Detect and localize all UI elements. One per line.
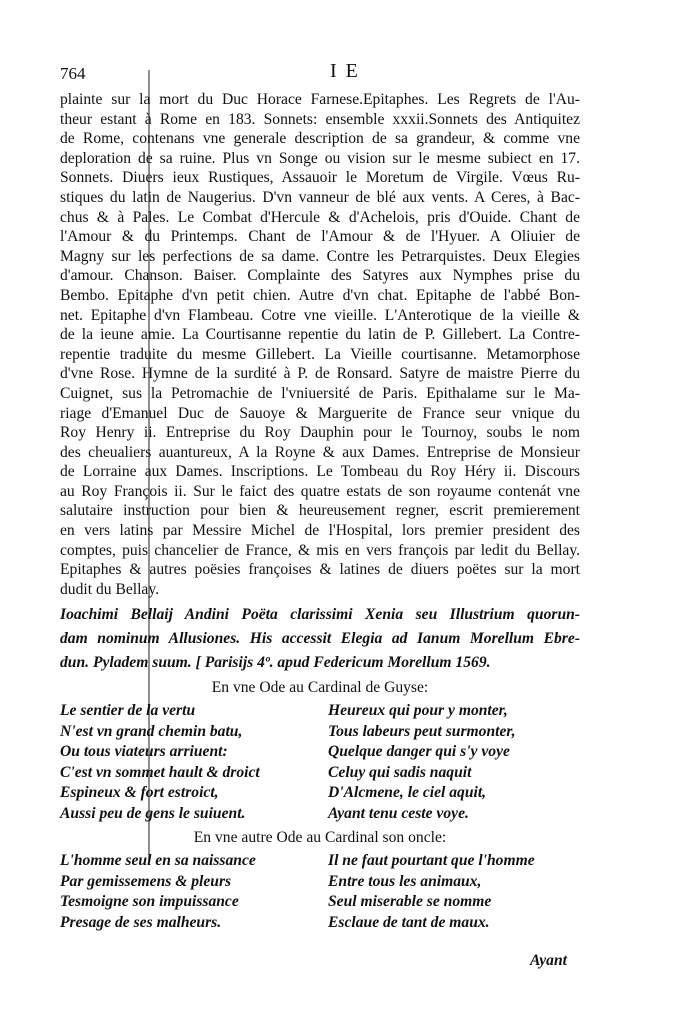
prose-line: net. Epitaphe d'vn Flambeau. Cotre vne vieille. L'Anterotique de la vieille & bbox=[60, 306, 580, 324]
prose-line: en vers latins par Messire Michel de l'Hospital, lors premier president des bbox=[60, 522, 580, 540]
running-head: I E bbox=[330, 60, 360, 82]
prose-line: Magny sur les perfections de sa dame. Contre les Petrarquistes. Deux Elegies bbox=[60, 247, 580, 265]
prose-line: Roy Henry ii. Entreprise du Roy Dauphin pour le Tournoy, soubs le nom bbox=[60, 424, 580, 442]
prose-line: Cuignet, sus la Petromachie de l'vniuersité de Paris. Epithalame sur le Ma- bbox=[60, 384, 580, 402]
prose-line: de Rome, contenans vne generale description de sa grandeur, & comme vne bbox=[60, 130, 580, 148]
verse-line: Il ne faut pourtant que l'homme bbox=[328, 852, 535, 870]
verse-line: Le sentier de la vertu bbox=[60, 702, 196, 720]
verse-line: C'est vn sommet hault & droict bbox=[60, 763, 260, 781]
verse-column-left bbox=[60, 851, 320, 933]
prose-line: repentie traduite du mesme Gillebert. La Vieille courtisanne. Metamorphose bbox=[60, 345, 580, 363]
prose-line: de la ieune amie. La Courtisanne repentie du latin de P. Gillebert. La Contre- bbox=[60, 326, 580, 344]
prose-line: Epitaphes & autres poësies françoises & latines de diuers poëtes sur la mort bbox=[60, 561, 580, 579]
prose-line: theur estant à Rome en 183. Sonnets: ensemble xxxii.Sonnets des Antiquitez bbox=[60, 110, 580, 128]
verse-column-right bbox=[328, 851, 588, 933]
prose-paragraph bbox=[60, 90, 580, 599]
prose-line: des cheualiers auantureux, A la Royne & aux Dames. Entreprise de Monsieur bbox=[60, 443, 580, 461]
prose-line: d'amour. Chanson. Baiser. Complainte des Satyres aux Nymphes prise du bbox=[60, 267, 580, 285]
ode-heading: En vne autre Ode au Cardinal son oncle: bbox=[193, 829, 447, 847]
prose-line: riage d'Emanuel Duc de Sauoye & Marguerite de France seur vnique du bbox=[60, 404, 580, 422]
prose-line: l'Amour & du Printemps. Chant de l'Amour & de l'Hyuer. A Oliuier de bbox=[60, 228, 580, 246]
prose-line: chus & à Pales. Le Combat d'Hercule & d'Achelois, pris d'Ouide. Chant de bbox=[60, 208, 580, 226]
latin-line: dam nominum Allusiones. His accessit Elegia ad Ianum Morellum Ebre- bbox=[60, 630, 580, 648]
latin-line: Ioachimi Bellaij Andini Poëta clarissimi Xenia seu Illustrium quorun- bbox=[60, 606, 580, 624]
verse-column-right bbox=[328, 701, 588, 824]
verse-line: Ayant tenu ceste voye. bbox=[328, 804, 469, 822]
prose-line: de Lorraine aux Dames. Inscriptions. Le Tombeau du Roy Héry ii. Discours bbox=[60, 463, 580, 481]
prose-line: comptes, puis chancelier de France, & mis en vers françois par ledit du Bellay. bbox=[60, 541, 580, 559]
verse-line: Tous labeurs peut surmonter, bbox=[328, 722, 516, 740]
prose-line: stiques du latin de Naugerius. D'vn vanneur de blé aux vents. A Ceres, à Bac- bbox=[60, 188, 580, 206]
catchword: Ayant bbox=[530, 952, 567, 969]
verse-line: Ou tous viateurs arriuent: bbox=[60, 743, 228, 761]
verse-line: Esclaue de tant de maux. bbox=[328, 913, 490, 931]
verse-line: Aussi peu de gens le suiuent. bbox=[60, 804, 246, 822]
prose-line: d'vne Rose. Hymne de la surdité à P. de Ronsard. Satyre de maistre Pierre du bbox=[60, 365, 580, 383]
verse-line: D'Alcmene, le ciel aquit, bbox=[328, 784, 487, 802]
prose-line: deploration de sa ruine. Plus vn Songe ou vision sur le mesme subiect en 17. bbox=[60, 149, 580, 167]
verse-line: Heureux qui pour y monter, bbox=[328, 702, 508, 720]
page-header bbox=[0, 60, 696, 86]
verse-line: Celuy qui sadis naquit bbox=[328, 763, 472, 781]
prose-line: dudit du Bellay. bbox=[60, 580, 160, 598]
latin-line: dun. Pyladem suum. [ Parisijs 4º. apud Federicum Morellum 1569. bbox=[60, 654, 491, 672]
prose-line: au Roy François ii. Sur le faict des quatre estats de son royaume contenát vne bbox=[60, 482, 580, 500]
verse-line: Espineux & fort estroict, bbox=[60, 784, 219, 802]
verse-block bbox=[60, 851, 580, 961]
page-body bbox=[60, 90, 580, 961]
verse-line: Tesmoigne son impuissance bbox=[60, 893, 239, 911]
verse-line: Seul miserable se nomme bbox=[328, 893, 492, 911]
verse-line: Presage de ses malheurs. bbox=[60, 913, 222, 931]
verse-line: Quelque danger qui s'y voye bbox=[328, 743, 510, 761]
verse-block bbox=[60, 701, 580, 825]
verse-line: Par gemissemens & pleurs bbox=[60, 872, 232, 890]
latin-paragraph bbox=[60, 603, 580, 675]
verse-line: Entre tous les animaux, bbox=[328, 872, 482, 890]
verse-line: L'homme seul en sa naissance bbox=[60, 852, 256, 870]
prose-line: Sonnets. Diuers ieux Rustiques, Assauoir le Moretum de Virgile. Vœus Ru- bbox=[60, 169, 580, 187]
prose-line: salutaire instruction pour bien & heureusement regner, escrit premierement bbox=[60, 502, 580, 520]
verse-column-left bbox=[60, 701, 320, 824]
verse-line: N'est vn grand chemin batu, bbox=[60, 722, 243, 740]
prose-line: plainte sur la mort du Duc Horace Farnese.Epitaphes. Les Regrets de l'Au- bbox=[60, 91, 580, 108]
prose-line: Bembo. Epitaphe d'vn petit chien. Autre d'vn chat. Epitaphe de l'abbé Bon- bbox=[60, 286, 580, 304]
page-number: 764 bbox=[60, 64, 86, 83]
ode-heading: En vne Ode au Cardinal de Guyse: bbox=[211, 679, 429, 697]
